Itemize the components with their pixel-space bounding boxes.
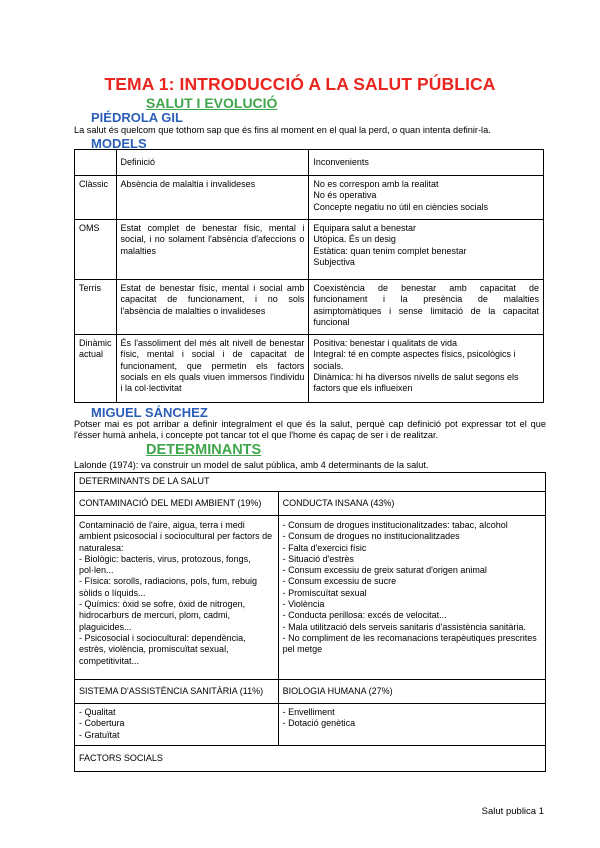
page-title: TEMA 1: INTRODUCCIÓ A LA SALUT PÚBLICA (104, 74, 496, 94)
sistema-header: SISTEMA D'ASSISTÈNCIA SANITÀRIA (11%) (75, 680, 279, 704)
determinants-table (74, 472, 546, 772)
miguel-text: Potser mai es pot arribar a definir integralment el que és la salut, perquè cap definició pot expressar tot el que l'ésser humà anhela, i concepte pot tancar tot el que l'home és capaç de ser i de realitzar. (74, 419, 546, 441)
models-header-definicio: Definició (116, 150, 309, 176)
piedrola-heading: PIÉDROLA GIL (91, 110, 183, 125)
biologia-header: BIOLOGIA HUMANA (27%) (278, 680, 545, 704)
determinants-header-row-2 (75, 680, 546, 704)
model-inconvenients: No es correspon amb la realitat No és operativa Concepte negatiu no útil en ciències socials (309, 176, 544, 220)
models-row-dinamic (75, 335, 544, 403)
model-name: Terris (75, 280, 117, 335)
page-footer: Salut publica 1 (481, 806, 544, 817)
determinants-table-title: DETERMINANTS DE LA SALUT (75, 473, 546, 492)
model-definition: Estat de benestar físic, mental i social amb capacitat de funcionament, i no sols l'absència de malalties o invalideses (116, 280, 309, 335)
model-name: OMS (75, 220, 117, 280)
piedrola-text: La salut és quelcom que tothom sap que és fins al moment en el qual la perd, o quan intenta definir-la. (74, 125, 491, 135)
models-header-empty (75, 150, 117, 176)
conducta-header: CONDUCTA INSANA (43%) (278, 492, 545, 516)
factors-socials: FACTORS SOCIALS (75, 746, 546, 772)
model-inconvenients: Positiva: benestar i qualitats de vida Integral: té en compte aspectes físics, psicològics i socials. Dinàmica: hi ha diversos nivells de salut segons els factors que els influeixen (309, 335, 544, 403)
model-inconvenients: Equipara salut a benestar Utòpica. És un desig Estàtica: quan tenim complet benestar Subjectiva (309, 220, 544, 280)
biologia-content: - Envelliment - Dotació genètica (278, 704, 545, 746)
model-definition: Estat complet de benestar físic, mental i social, i no solament l'absència d'afeccions o malalties (116, 220, 309, 280)
section-subtitle: SALUT I EVOLUCIÓ (146, 95, 278, 111)
miguel-heading: MIGUEL SÁNCHEZ (91, 405, 208, 420)
models-heading: MODELS (91, 136, 147, 151)
determinants-title-row (75, 473, 546, 492)
models-row-classic (75, 176, 544, 220)
models-header-inconvenients: Inconvenients (309, 150, 544, 176)
model-inconvenients: Coexistència de benestar amb capacitat de funcionament i la presència de malalties asimptomàtiques i sense limitació de la capacitat funcional (309, 280, 544, 335)
contaminacio-content: Contaminació de l'aire, aigua, terra i medi ambient psicosocial i sociocultural per factors de naturalesa: - Biològic: bacteris, virus, protozous, fongs, pol·len... - Física: sorolls, radiacions, pols, fum, rebuig sòlids o líquids... - Químics: òxid se sofre, òxid de nitrogen, hidrocarburs de mercuri, plom, cadmi, plaguicides... - Psicosocial i sociocultural: dependència, estrès, violència, promiscuïtat sexual, competitivitat... (75, 516, 279, 680)
model-name: Clàssic (75, 176, 117, 220)
determinants-heading: DETERMINANTS (146, 442, 262, 458)
model-definition: És l'assoliment del més alt nivell de benestar físic, mental i social i de capacitat de funcionament, que permetin els factors socials en els quals viuen immersos l'individu i la col·lectivitat (116, 335, 309, 403)
contaminacio-header: CONTAMINACIÓ DEL MEDI AMBIENT (19%) (75, 492, 279, 516)
determinants-header-row-1 (75, 492, 546, 516)
models-table (74, 149, 544, 403)
determinants-content-row-1 (75, 516, 546, 680)
model-definition: Absència de malaltia i invalideses (116, 176, 309, 220)
conducta-content: - Consum de drogues institucionalitzades: tabac, alcohol - Consum de drogues no institucionalitzades - Falta d'exercici físic - Situació d'estrès - Consum excessiu de greix saturat d'origen animal - Consum excessiu de sucre - Promiscuïtat sexual - Violència - Conducta perillosa: excés de velocitat... - Mala utilització dels serveis sanitaris d'assistència sanitària. - No compliment de les recomanacions terapèutiques prescrites pel metge (278, 516, 545, 680)
determinants-factors-row (75, 746, 546, 772)
model-name: Dinàmic actual (75, 335, 117, 403)
determinants-content-row-2 (75, 704, 546, 746)
determinants-intro: Lalonde (1974): va construir un model de salut pública, amb 4 determinants de la salut. (74, 460, 429, 470)
sistema-content: - Qualitat - Cobertura - Gratuïtat (75, 704, 279, 746)
models-header-row (75, 150, 544, 176)
models-row-oms (75, 220, 544, 280)
models-row-terris (75, 280, 544, 335)
